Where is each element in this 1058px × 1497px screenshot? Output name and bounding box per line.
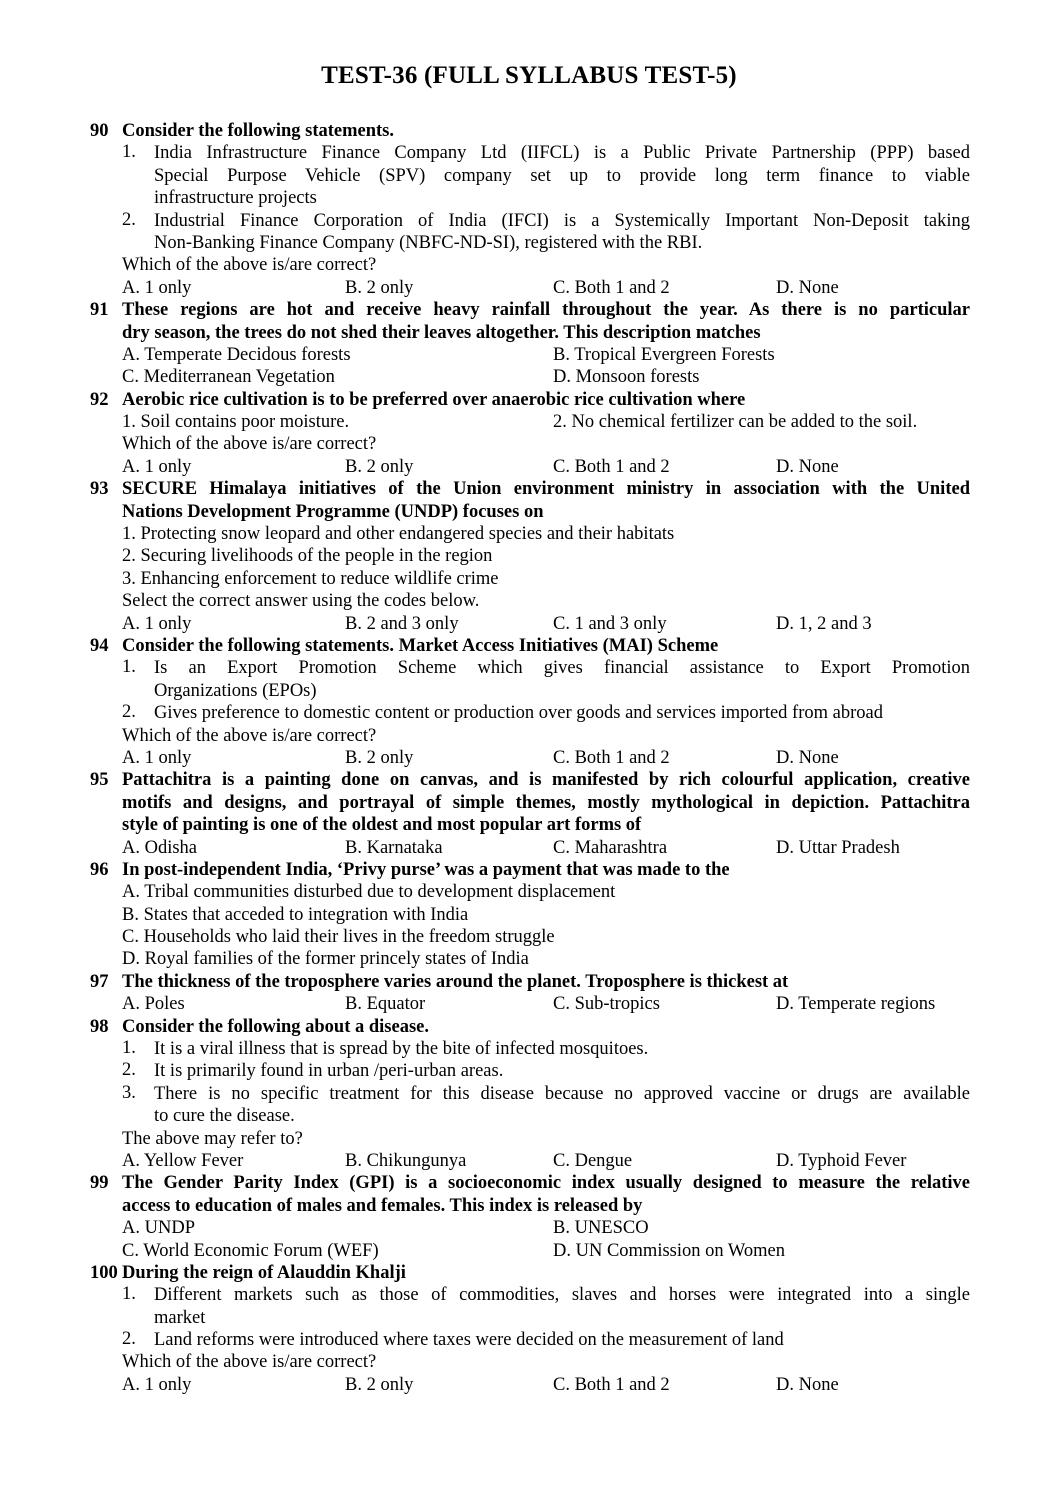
question-90 — [90, 120, 970, 299]
question-text: The Gender Parity Index (GPI) is a socioeconomic index usually designed to measure the relative — [122, 1173, 970, 1194]
options-row — [90, 1217, 970, 1239]
statement-line: It is a viral illness that is spread by the bite of infected mosquitoes. — [154, 1039, 649, 1060]
option-d: D. None — [776, 456, 839, 477]
question-text: Consider the following statements. Market Access Initiatives (MAI) Scheme — [122, 635, 719, 656]
option-a: A. Tribal communities disturbed due to development displacement — [122, 882, 616, 903]
question-text: These regions are hot and receive heavy rainfall throughout the year. As there is no particular — [122, 300, 970, 321]
question-99 — [90, 1172, 970, 1262]
question-prompt: Which of the above is/are correct? — [122, 725, 377, 746]
option-b: B. States that acceded to integration with India — [122, 904, 469, 925]
option-a: A. Poles — [122, 994, 185, 1015]
option-d: D. None — [776, 1374, 839, 1395]
option-c: C. World Economic Forum (WEF) — [122, 1240, 379, 1261]
option-d: D. None — [776, 747, 839, 768]
question-number: 99 — [90, 1173, 109, 1194]
statement-number: 1. — [122, 1284, 136, 1305]
question-text: motifs and designs, and portrayal of simple themes, mostly mythological in depiction. Pattachitra — [122, 792, 970, 813]
option-c: C. 1 and 3 only — [553, 613, 667, 634]
option-a: A. 1 only — [122, 613, 192, 634]
option-d: D. Monsoon forests — [553, 367, 700, 388]
question-number: 96 — [90, 859, 109, 880]
question-text: Aerobic rice cultivation is to be preferred over anaerobic rice cultivation where — [122, 389, 746, 410]
statement-line: market — [154, 1307, 206, 1328]
question-100 — [90, 1262, 970, 1396]
option-b: B. Equator — [345, 994, 426, 1015]
option-c: C. Dengue — [553, 1150, 633, 1171]
statement-line: to cure the disease. — [154, 1106, 295, 1127]
question-text: Pattachitra is a painting done on canvas, and is manifested by rich colourful application, creative — [122, 770, 970, 791]
statement-line: infrastructure projects — [154, 188, 317, 209]
option-a: A. 1 only — [122, 1374, 192, 1395]
statement-number: 2. — [122, 1060, 136, 1081]
question-98 — [90, 1016, 970, 1173]
option-a: A. Yellow Fever — [122, 1150, 244, 1171]
question-text: The thickness of the troposphere varies around the planet. Troposphere is thickest at — [122, 971, 789, 992]
question-prompt: Which of the above is/are correct? — [122, 255, 377, 276]
option-c: C. Both 1 and 2 — [553, 456, 670, 477]
question-number: 92 — [90, 389, 109, 410]
options-row — [90, 837, 970, 859]
option-a: A. 1 only — [122, 456, 192, 477]
option-c: C. Both 1 and 2 — [553, 277, 670, 298]
option-d: D. Uttar Pradesh — [776, 837, 900, 858]
statement-3: 3. Enhancing enforcement to reduce wildlife crime — [122, 568, 499, 589]
option-c: C. Households who laid their lives in the freedom struggle — [122, 927, 555, 948]
options-row — [90, 1374, 970, 1396]
statement-line: Organizations (EPOs) — [154, 680, 317, 701]
question-text: Consider the following statements. — [122, 121, 395, 141]
question-number: 100 — [90, 1262, 118, 1283]
statement-line: Is an Export Promotion Scheme which gives financial assistance to Export Promotion — [154, 658, 970, 679]
option-c: C. Sub-tropics — [553, 994, 660, 1015]
option-c: C. Mediterranean Vegetation — [122, 367, 335, 388]
option-a: A. Odisha — [122, 837, 198, 858]
options-row — [90, 277, 970, 299]
question-text: Consider the following about a disease. — [122, 1016, 429, 1037]
options-row — [90, 1240, 970, 1262]
question-prompt: Which of the above is/are correct? — [122, 434, 377, 455]
option-b: B. Chikungunya — [345, 1150, 467, 1171]
statement-number: 2. — [122, 1329, 136, 1350]
option-b: B. 2 and 3 only — [345, 613, 459, 634]
statement-number: 3. — [122, 1082, 136, 1103]
question-number: 97 — [90, 971, 109, 992]
option-c: C. Both 1 and 2 — [553, 747, 670, 768]
statement-line: It is primarily found in urban /peri-urban areas. — [154, 1061, 504, 1082]
question-text: dry season, the trees do not shed their leaves altogether. This description matches — [122, 322, 761, 343]
option-b: B. 2 only — [345, 747, 414, 768]
question-97 — [90, 971, 970, 1016]
statement-number: 2. — [122, 702, 136, 723]
page-title: TEST-36 (FULL SYLLABUS TEST-5) — [321, 62, 737, 89]
statement-2: 2. No chemical fertilizer can be added to the soil. — [553, 412, 918, 433]
option-b: B. Karnataka — [345, 837, 443, 858]
question-text: Nations Development Programme (UNDP) focuses on — [122, 501, 544, 522]
question-text: During the reign of Alauddin Khalji — [122, 1262, 406, 1283]
statement-number: 1. — [122, 1038, 136, 1059]
question-95 — [90, 769, 970, 859]
statements-row — [90, 411, 970, 433]
question-93 — [90, 478, 970, 635]
options-row — [90, 993, 970, 1015]
question-number: 91 — [90, 300, 109, 321]
statement-line: Gives preference to domestic content or production over goods and services imported from abroad — [154, 703, 883, 724]
option-d: D. None — [776, 277, 839, 298]
statement-1: 1. Soil contains poor moisture. — [122, 412, 350, 433]
option-c: C. Both 1 and 2 — [553, 1374, 670, 1395]
option-b: B. 2 only — [345, 277, 414, 298]
statement-line: Different markets such as those of commodities, slaves and horses were integrated into a single — [154, 1285, 970, 1306]
option-b: B. UNESCO — [553, 1218, 649, 1239]
statement-line: Non-Banking Finance Company (NBFC-ND-SI), registered with the RBI. — [154, 232, 703, 253]
statement-1: 1. Protecting snow leopard and other endangered species and their habitats — [122, 524, 675, 545]
question-prompt: The above may refer to? — [122, 1128, 303, 1149]
options-row — [90, 747, 970, 769]
option-b: B. 2 only — [345, 456, 414, 477]
question-91 — [90, 299, 970, 389]
option-d: D. Typhoid Fever — [776, 1150, 907, 1171]
option-a: A. UNDP — [122, 1218, 195, 1239]
question-94 — [90, 635, 970, 769]
question-text: SECURE Himalaya initiatives of the Union environment ministry in association with the United — [122, 479, 970, 500]
statement-line: India Infrastructure Finance Company Ltd (IIFCL) is a Public Private Partnership (PPP) based — [154, 143, 970, 164]
question-number: 90 — [90, 121, 109, 141]
question-number: 98 — [90, 1016, 109, 1037]
options-row — [90, 1150, 970, 1172]
question-92 — [90, 389, 970, 479]
statement-number: 1. — [122, 142, 136, 163]
question-number: 93 — [90, 479, 109, 500]
statement-number: 1. — [122, 657, 136, 678]
statement-number: 2. — [122, 209, 136, 230]
statement-line: There is no specific treatment for this disease because no approved vaccine or drugs are available — [154, 1083, 970, 1104]
option-d: D. UN Commission on Women — [553, 1240, 785, 1261]
option-a: A. 1 only — [122, 277, 192, 298]
options-row — [90, 344, 970, 366]
statement-line: Special Purpose Vehicle (SPV) company set up to provide long term finance to viable — [154, 165, 970, 186]
option-a: A. 1 only — [122, 747, 192, 768]
question-list — [90, 120, 970, 1396]
question-prompt: Select the correct answer using the codes below. — [122, 591, 480, 612]
option-d: D. 1, 2 and 3 — [776, 613, 872, 634]
question-number: 95 — [90, 770, 109, 791]
question-prompt: Which of the above is/are correct? — [122, 1352, 377, 1373]
option-d: D. Temperate regions — [776, 994, 936, 1015]
option-b: B. Tropical Evergreen Forests — [553, 344, 775, 365]
option-b: B. 2 only — [345, 1374, 414, 1395]
options-row — [90, 456, 970, 478]
statement-line: Land reforms were introduced where taxes were decided on the measurement of land — [154, 1330, 784, 1351]
statement-2: 2. Securing livelihoods of the people in the region — [122, 546, 493, 567]
option-a: A. Temperate Decidous forests — [122, 344, 351, 365]
statement-line: Industrial Finance Corporation of India (IFCI) is a Systemically Important Non-Deposit taking — [154, 210, 970, 231]
question-text: In post-independent India, ‘Privy purse’ was a payment that was made to the — [122, 859, 730, 880]
options-row — [90, 366, 970, 388]
question-text: access to education of males and females. This index is released by — [122, 1195, 643, 1216]
question-96 — [90, 859, 970, 971]
question-text: style of painting is one of the oldest and most popular art forms of — [122, 815, 642, 836]
options-row — [90, 613, 970, 635]
option-c: C. Maharashtra — [553, 837, 668, 858]
question-number: 94 — [90, 635, 109, 656]
option-d: D. Royal families of the former princely states of India — [122, 949, 529, 970]
